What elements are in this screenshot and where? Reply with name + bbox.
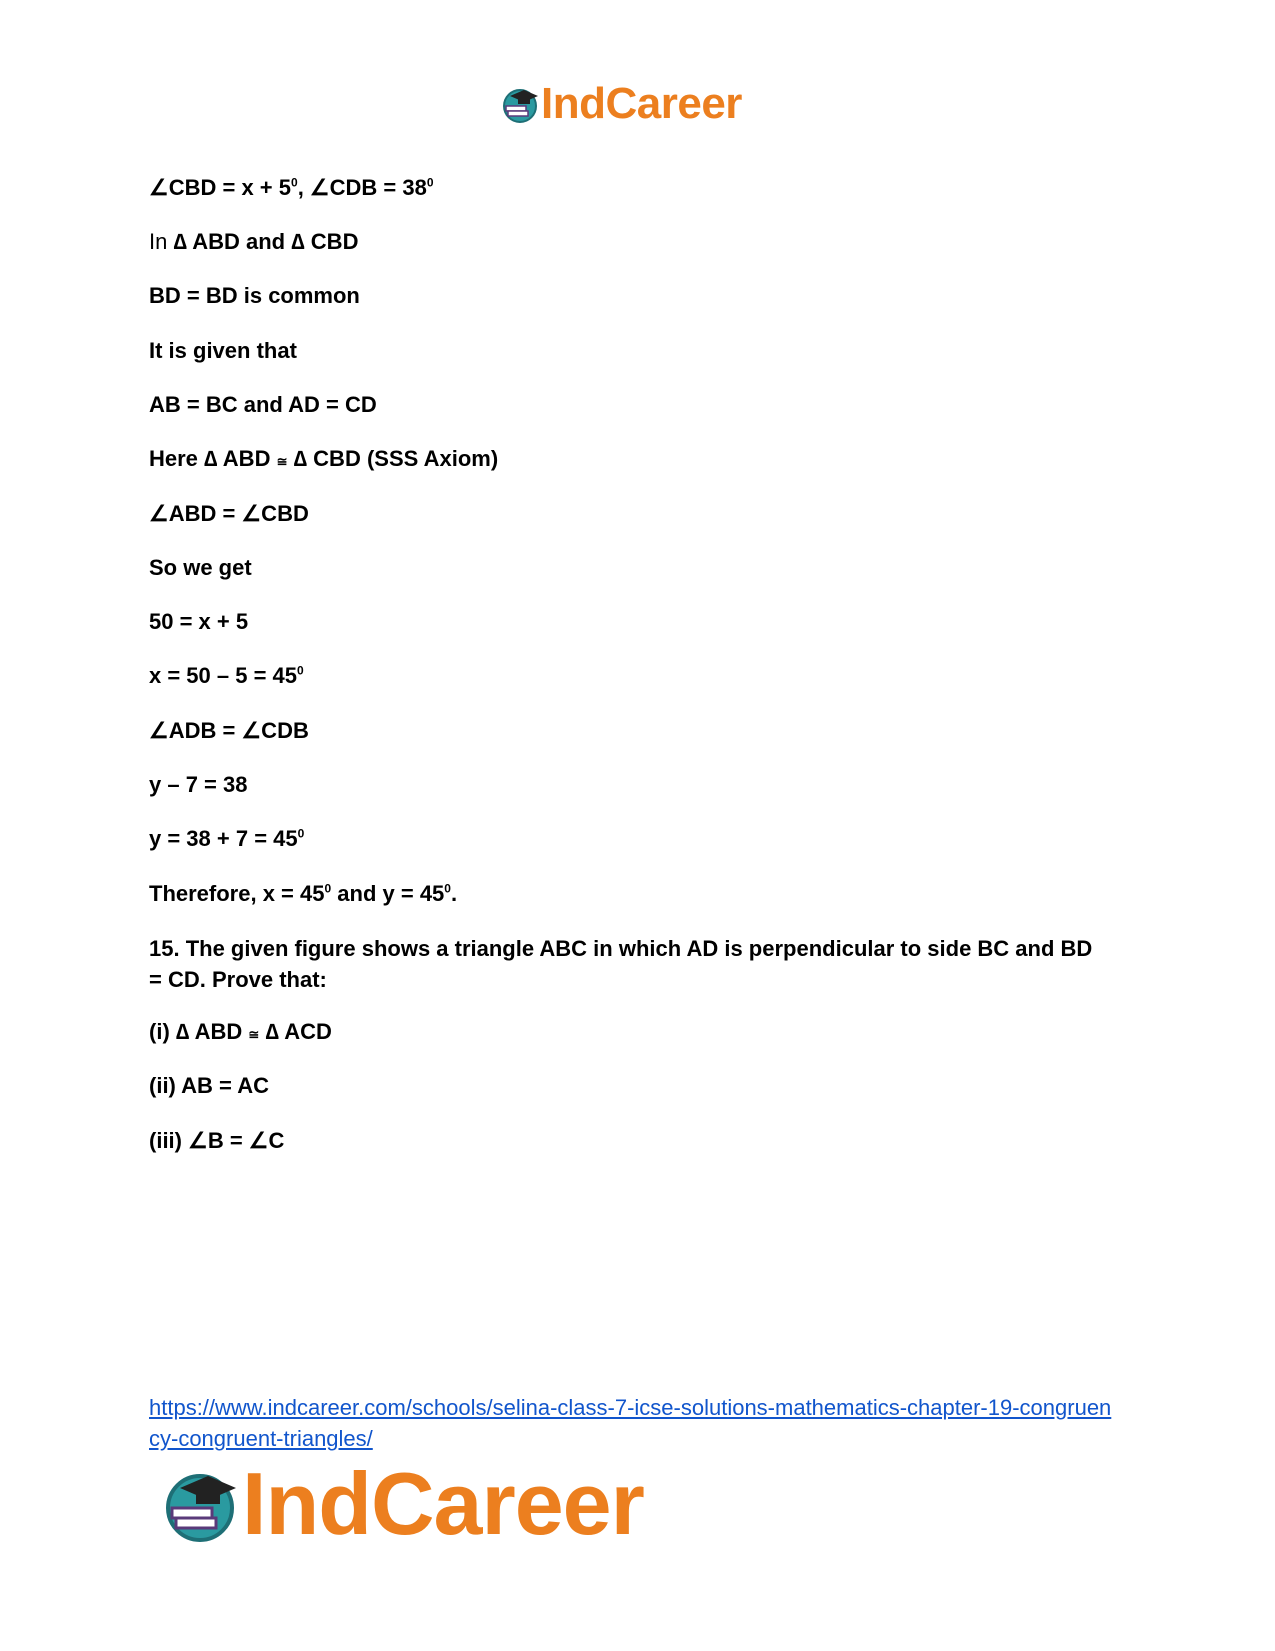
text-line: $y = 38 + 7 = 45^0$ [149,826,305,851]
text-line: $x = 50 - 5 = 45^0$ [149,663,304,688]
graduation-cap-globe-icon [500,84,540,124]
text-line: (i) ∆ ABD ≅ ∆ ACD [149,1019,332,1044]
graduation-cap-globe-icon [160,1464,240,1544]
text-line: y – 7 = 38 [149,772,248,797]
text-line: In ∆ ABD and ∆ CBD [149,229,359,254]
text-line: ∠ABD = ∠CBD [149,501,309,526]
text-line: AB = BC and AD = CD [149,392,377,417]
text-line: So we get [149,555,252,580]
text-line: BD = BD is common [149,283,360,308]
text-line: ∠ADB = ∠CDB [149,718,309,743]
footer-logo [160,1454,644,1553]
text-line: Here ∆ ABD ≅ ∆ CBD (SSS Axiom) [149,446,499,471]
brand-name: IndCareer [242,1454,644,1553]
text-line: ∠CBD = $x + 5^0$, ∠CDB = $38^0$ [149,175,434,200]
text-line: It is given that [149,338,297,363]
text-line: (ii) AB = AC [149,1073,269,1098]
text-line: 50 = x + 5 [149,609,249,634]
brand-name: IndCareer [541,79,742,128]
text-line: (iii) ∠B = ∠C [149,1128,285,1153]
header-logo [500,79,742,128]
source-url-link[interactable]: https://www.indcareer.com/schools/selina-class-7-icse-solutions-mathematics-chapter-19-congruency-congruent-triangles/ [149,1395,1112,1451]
question-15: 15. The given figure shows a triangle ABC in which AD is perpendicular to side BC and BD = CD. Prove that: [149,936,1093,992]
text-line: Therefore, $x = 45^0$ and $y = 45^0$. [149,881,458,906]
